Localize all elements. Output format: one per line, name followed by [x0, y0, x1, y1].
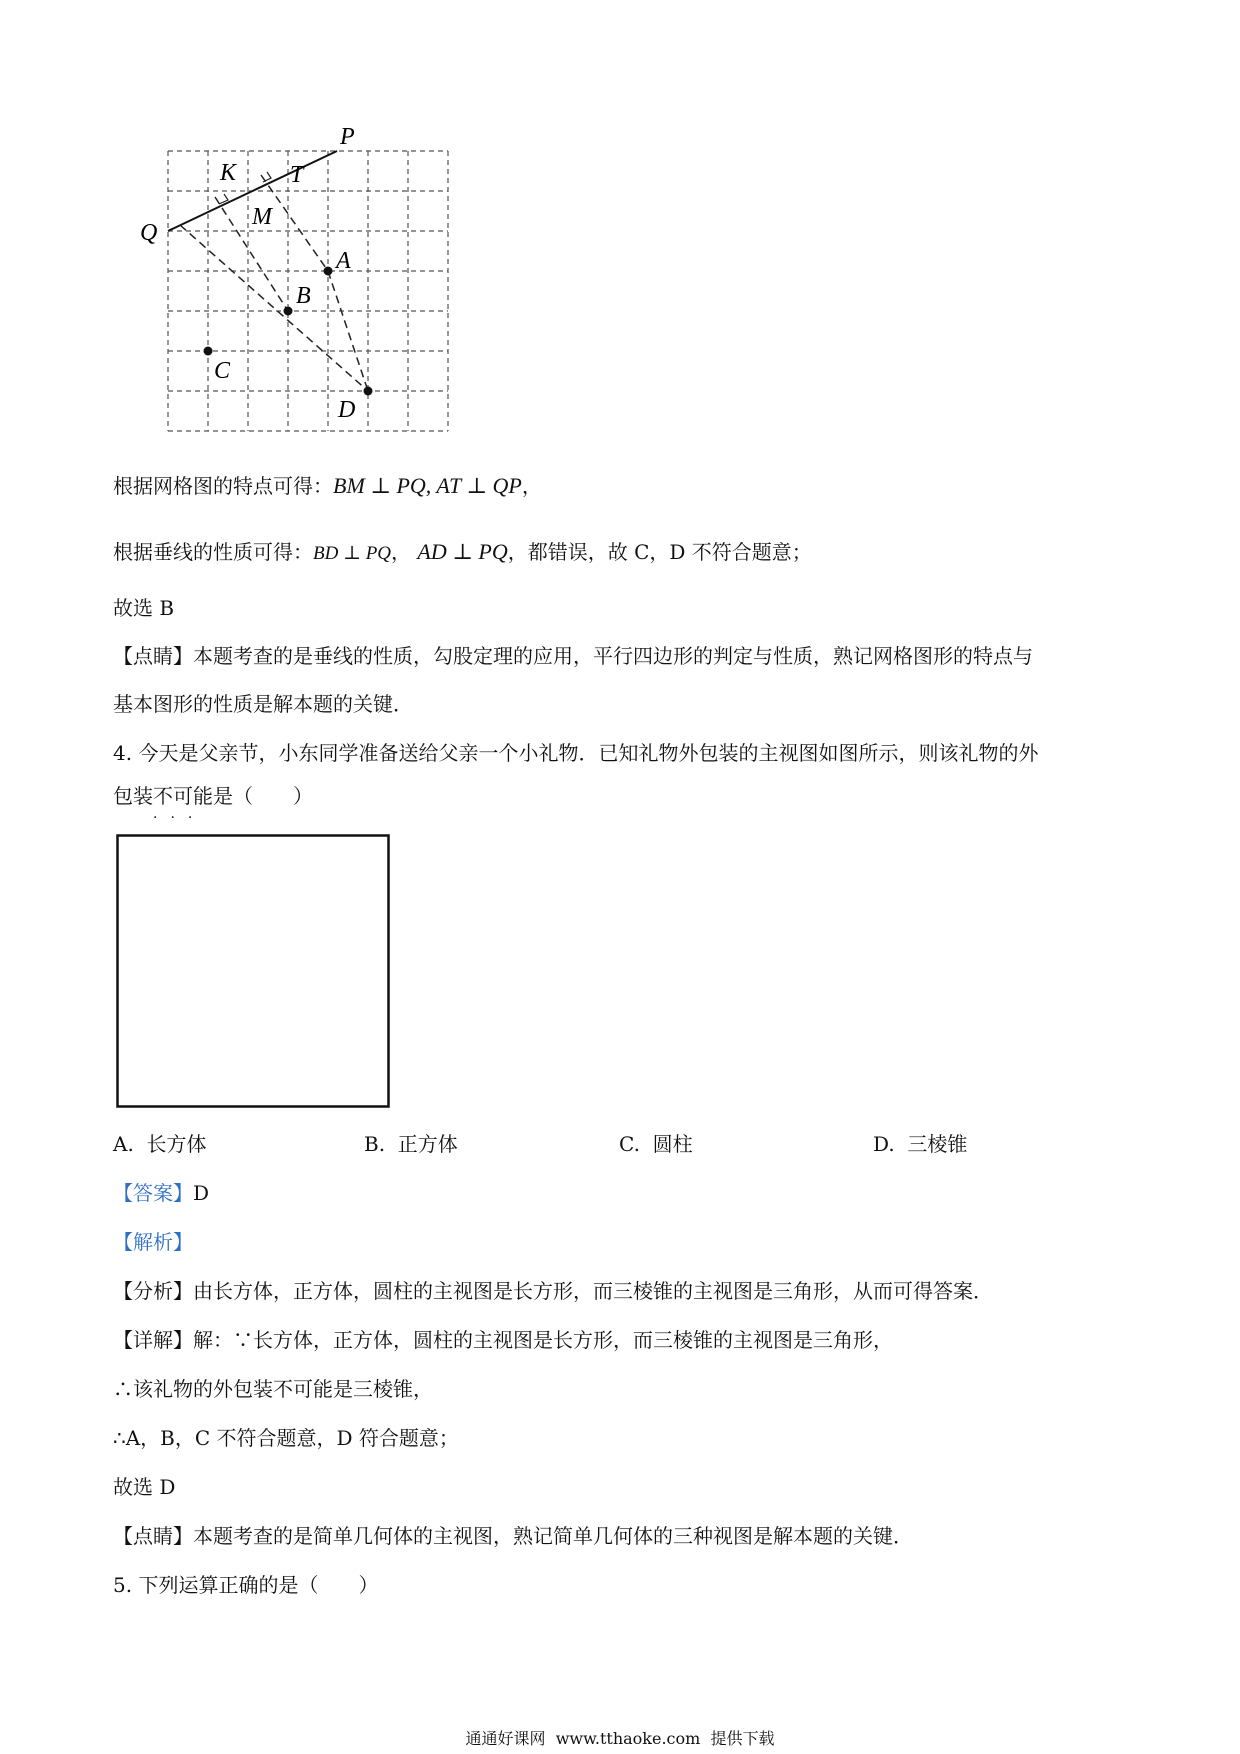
fenxi-line: 【分析】由长方体，正方体，圆柱的主视图是长方形，而三棱锥的主视图是三角形，从而可得答案． [113, 1279, 993, 1303]
step2-line: ∴A，B，C 不符合题意，D 符合题意； [113, 1426, 459, 1450]
option-b[interactable]: B. 正方体 [364, 1132, 458, 1156]
option-d[interactable]: D. 三棱锥 [873, 1132, 968, 1156]
point-a [324, 267, 333, 276]
grid-figure [120, 110, 460, 440]
footer-url[interactable]: www.tthaoke.com [555, 1729, 701, 1748]
solution3-comment: 【点睛】本题考查的是垂线的性质，勾股定理的应用，平行四边形的判定与性质，熟记网格图形的特点与 [113, 644, 1033, 668]
question4-text: 4. 今天是父亲节，小东同学准备送给父亲一个小礼物．已知礼物外包装的主视图如图所示，则该礼物的外 [113, 741, 1039, 765]
emphasis-not-possible: 不可能 ··· [153, 784, 213, 826]
question4-choice: 故选 D [113, 1475, 176, 1499]
solution3-choice: 故选 B [113, 596, 175, 620]
label-m: M [252, 204, 272, 230]
option-c[interactable]: C. 圆柱 [619, 1132, 693, 1156]
point-d [364, 387, 373, 396]
label-t: T [290, 162, 304, 188]
answer-line: 【答案】D [113, 1181, 210, 1205]
footer [0, 1728, 1240, 1750]
label-k: K [220, 160, 237, 186]
question4-text-cont: 包装不可能 ··· 是（ ） [113, 784, 313, 826]
label-c: C [214, 358, 231, 384]
question5-text: 5. 下列运算正确的是（ ） [113, 1573, 379, 1597]
square-figure [116, 834, 392, 1110]
label-p: P [340, 124, 355, 150]
footer-site-name: 通通好课网 [465, 1729, 546, 1748]
question4-comment: 【点睛】本题考查的是简单几何体的主视图，熟记简单几何体的三种视图是解本题的关键． [113, 1524, 913, 1548]
point-b [284, 307, 293, 316]
label-b: B [296, 283, 311, 309]
label-q: Q [140, 220, 158, 246]
solution3-comment-cont: 基本图形的性质是解本题的关键． [113, 692, 413, 716]
label-d: D [338, 397, 356, 423]
option-a[interactable]: A. 长方体 [113, 1132, 207, 1156]
footer-suffix: 提供下载 [710, 1729, 775, 1748]
label-a: A [336, 248, 351, 274]
solution3-line1: 根据网格图的特点可得：BM ⊥ PQ, AT ⊥ QP， [113, 473, 542, 498]
xiangjie-line: 【详解】解：∵长方体，正方体，圆柱的主视图是长方形，而三棱锥的主视图是三角形， [113, 1328, 893, 1352]
point-c [204, 347, 213, 356]
answer-tag: 【答案】 [113, 1181, 193, 1205]
step1-line: ∴该礼物的外包装不可能是三棱锥， [113, 1377, 433, 1401]
solution3-line2: 根据垂线的性质可得：BD ⊥ PQ， AD ⊥ PQ，都错误，故 C，D 不符合题意； [113, 539, 812, 564]
analysis-tag: 【解析】 [113, 1230, 193, 1254]
